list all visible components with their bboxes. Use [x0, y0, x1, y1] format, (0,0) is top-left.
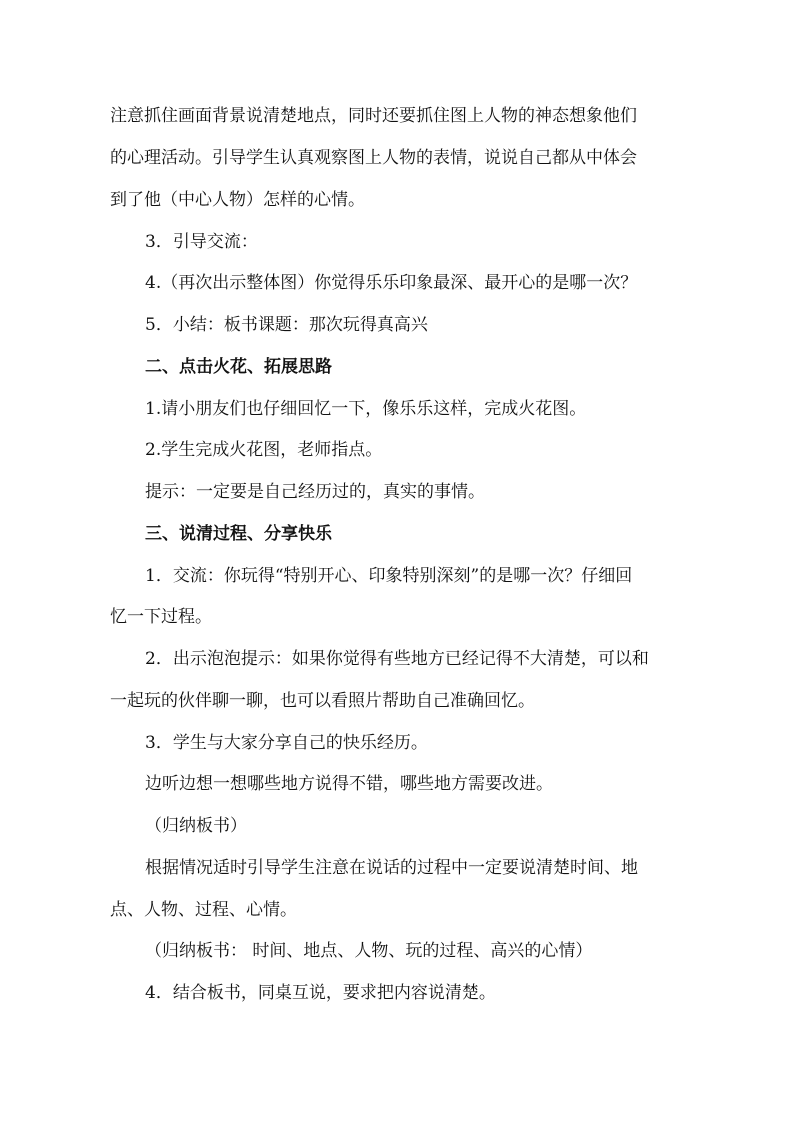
- section-heading: 二、点击火花、拓展思路: [145, 357, 332, 377]
- paragraph-line: 4.（再次出示整体图）你觉得乐乐印象最深、最开心的是哪一次？: [145, 273, 638, 293]
- paragraph-line: 注意抓住画面背景说清楚地点，同时还要抓住图上人物的神态想象他们: [110, 106, 637, 126]
- paragraph-line: 的心理活动。引导学生认真观察图上人物的表情，说说自己都从中体会: [110, 148, 637, 168]
- paragraph-line: 3．引导交流：: [145, 232, 258, 252]
- paragraph-line: 提示：一定要是自己经历过的，真实的事情。: [145, 482, 485, 502]
- paragraph-line: 1.请小朋友们也仔细回忆一下，像乐乐这样，完成火花图。: [145, 399, 587, 419]
- paragraph-line: 3．学生与大家分享自己的快乐经历。: [145, 733, 428, 753]
- paragraph-line: 边听边想一想哪些地方说得不错，哪些地方需要改进。: [145, 774, 553, 794]
- paragraph-line: 2．出示泡泡提示：如果你觉得有些地方已经记得不大清楚，可以和: [145, 649, 649, 669]
- paragraph-line: 点、人物、过程、心情。: [110, 900, 297, 920]
- paragraph-line: 到了他（中心人物）怎样的心情。: [110, 190, 365, 210]
- paragraph-line: 5．小结：板书课题：那次玩得真高兴: [145, 315, 428, 335]
- paragraph-line: 1．交流：你玩得“特别开心、印象特别深刻”的是哪一次？仔细回: [145, 566, 633, 586]
- paragraph-line: （归纳板书： 时间、地点、人物、玩的过程、高兴的心情）: [145, 941, 593, 961]
- paragraph-line: 根据情况适时引导学生注意在说话的过程中一定要说清楚时间、地: [145, 858, 638, 878]
- paragraph-line: 忆一下过程。: [110, 607, 212, 627]
- paragraph-line: （归纳板书）: [145, 816, 247, 836]
- paragraph-line: 2.学生完成火花图，老师指点。: [145, 440, 383, 460]
- paragraph-line: 一起玩的伙伴聊一聊，也可以看照片帮助自己准确回忆。: [110, 691, 535, 711]
- paragraph-line: 4．结合板书，同桌互说，要求把内容说清楚。: [145, 983, 496, 1003]
- section-heading: 三、说清过程、分享快乐: [145, 524, 332, 544]
